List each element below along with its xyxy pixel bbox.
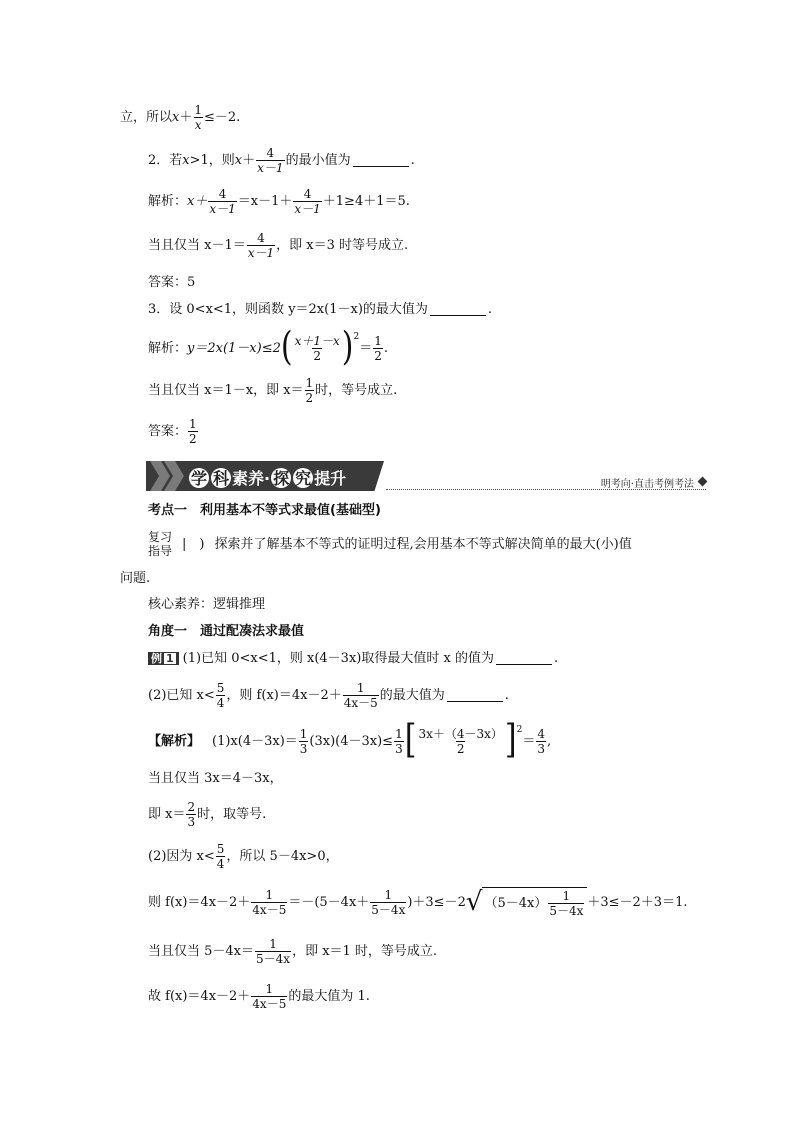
fraction: 1 5－4x xyxy=(371,887,406,917)
example-1 xyxy=(148,652,558,665)
text: x xyxy=(182,153,190,168)
text: ，即 x＝3 时等号成立. xyxy=(276,238,409,253)
text: (3x)(4－3x)≤ xyxy=(309,733,394,749)
q3-solution: 解析： y＝2x(1－x)≤2 ( x＋1－x 2 ) $^2$ ＝ 1 2 . xyxy=(148,324,389,371)
fraction: 4 x－1 xyxy=(209,187,236,216)
text: ＋ xyxy=(179,110,193,125)
text: ≤－2. xyxy=(204,110,241,125)
fraction: x＋1－x 2 xyxy=(294,333,340,363)
solution-1: 【解析】 (1)x(4－3x)＝ 1 3 (3x)(4－3x)≤ $\frac{1}{3}$ [ 3x＋（4－3x） 2 ] $^2$ ＝ 4 3 , xyxy=(148,717,552,764)
text: 即 x＝ xyxy=(148,807,186,822)
solution-2b xyxy=(148,887,687,917)
text: 则 f(x)＝4x－2＋ xyxy=(148,894,251,910)
fraction: 1 3 xyxy=(299,726,308,756)
exponent: 2 xyxy=(353,332,360,342)
text: (1)x(4－3x)＝ xyxy=(212,733,298,749)
text: 的最大值为 xyxy=(379,688,445,703)
fraction: 1 4x－5 xyxy=(343,681,378,710)
text: )＋3≤－2 xyxy=(407,894,466,910)
circled-char: 探 xyxy=(273,469,290,488)
banner-title xyxy=(188,466,346,489)
fraction: 1 5－4x xyxy=(549,889,584,918)
fraction: 2 3 xyxy=(187,800,196,829)
angle-heading: 角度一 通过配凑法求最值 xyxy=(148,624,305,639)
text: (1)已知 0<x<1，则 x(4－3x)取得最大值时 x 的值为 xyxy=(182,651,494,666)
fraction: 5 4 xyxy=(216,681,225,710)
text: ＋3≤－2＋3＝1. xyxy=(587,894,688,910)
text: 故 f(x)＝4x－2＋ xyxy=(148,989,251,1004)
fraction: 4 3 xyxy=(537,726,545,756)
text: x xyxy=(172,110,180,125)
text: . xyxy=(383,340,389,356)
kaodian-heading: 考点一 利用基本不等式求最值(基础型) xyxy=(148,503,381,518)
text: 立，所以 xyxy=(120,110,173,125)
text: ＝ xyxy=(522,733,536,749)
fraction: 1 2 xyxy=(305,376,314,405)
text: 当且仅当 5－4x＝ xyxy=(148,944,255,959)
example-tag: 例 1 xyxy=(148,652,179,665)
fraction: 1 5－4x xyxy=(256,937,291,966)
banner-subtitle: 明考向·直击考例考法 xyxy=(600,479,694,490)
text: ＝x－1＋ xyxy=(237,194,293,209)
solution-2c xyxy=(148,938,437,965)
question-2 xyxy=(148,147,415,174)
text: ＋1≥4＋1＝5. xyxy=(322,194,410,209)
answer-blank[interactable] xyxy=(353,154,409,167)
text: ＋ xyxy=(242,153,256,168)
review-guide-cont: 问题. xyxy=(120,571,151,586)
answer-blank[interactable] xyxy=(496,652,552,665)
circled-char: 学 xyxy=(190,469,207,488)
q2-answer: 答案：5 xyxy=(148,275,196,290)
circled-char: 科 xyxy=(212,469,229,488)
solution-1b: 当且仅当 3x＝4－3x， xyxy=(148,771,283,786)
fraction: 4 x－1 xyxy=(294,187,321,216)
label: 解析： xyxy=(148,340,188,356)
text: ，即 x＝1 时，等号成立. xyxy=(292,944,438,959)
text: . xyxy=(504,688,509,703)
q3-equality xyxy=(148,377,397,404)
text: 的最大值为 1. xyxy=(288,989,370,1004)
text: (2)已知 x< xyxy=(148,688,215,703)
fraction: $\frac{1}{3}$ xyxy=(395,726,403,756)
text: 的最小值为 xyxy=(285,153,351,168)
text: 时，等号成立. xyxy=(315,383,398,398)
text: x＋ xyxy=(187,194,208,209)
q3-answer xyxy=(148,418,199,445)
text: 2．若 xyxy=(148,153,183,168)
solution-2 xyxy=(148,843,339,870)
label: 解析： xyxy=(148,194,188,209)
text: 3．设 0<x<1，则函数 y＝2x(1－x)的最大值为 xyxy=(148,302,428,317)
answer-blank[interactable] xyxy=(430,303,486,316)
text: ＝－(5－4x＋ xyxy=(288,894,370,910)
text: , xyxy=(547,733,552,749)
text: y＝2x(1－x)≤2 xyxy=(187,340,281,356)
label: 答案： xyxy=(148,424,188,439)
text: >1，则 xyxy=(189,153,235,168)
q2-equality xyxy=(148,232,408,259)
fraction: 4 x－1 xyxy=(247,231,275,260)
core-literacy: 核心素养：逻辑推理 xyxy=(148,597,266,612)
text: 当且仅当 x＝1－x，即 x＝ xyxy=(148,383,304,398)
line-1 xyxy=(120,104,240,131)
text: 当且仅当 x－1＝ xyxy=(148,238,246,253)
review-guide: 复习 指导 | ) 探索并了解基本不等式的证明过程,会用基本不等式解决简单的最大(小)值 xyxy=(148,530,632,559)
fraction: 3x＋（4－3x） 2 xyxy=(418,726,503,756)
fraction: 1 2 xyxy=(189,417,197,446)
text: （5－4x） xyxy=(484,896,548,911)
text: . xyxy=(410,153,415,168)
text: . xyxy=(553,651,559,666)
square-root: √ （5－4x） 1 5－4x xyxy=(466,887,588,917)
review-label: 复习 指导 xyxy=(148,530,173,559)
section-banner xyxy=(146,461,706,491)
q2-solution xyxy=(148,188,410,215)
text: (2)因为 x< xyxy=(148,849,215,864)
text: 提升 xyxy=(314,469,347,488)
label: 【解析】 xyxy=(148,733,201,749)
exponent: 2 xyxy=(516,725,523,735)
fraction: 1 2 xyxy=(374,333,382,363)
text: 时，取等号. xyxy=(197,807,267,822)
diamond-icon xyxy=(698,477,708,487)
text: . xyxy=(487,302,493,317)
text: x xyxy=(234,153,243,168)
fraction: 5 4 xyxy=(216,842,225,871)
fraction: 4 x－1 xyxy=(257,146,284,175)
solution-1c xyxy=(148,801,266,828)
example-1b xyxy=(148,682,509,709)
text: 探索并了解基本不等式的证明过程,会用基本不等式解决简单的最大(小)值 xyxy=(214,536,632,552)
fraction: 1 4x－5 xyxy=(252,887,287,917)
solution-2d xyxy=(148,983,370,1010)
fraction: 1 4x－5 xyxy=(252,982,287,1011)
circled-char: 究 xyxy=(295,469,312,488)
fraction: $\frac{1}{x}$ xyxy=(194,103,203,132)
text: ，所以 5－4x>0， xyxy=(226,849,339,864)
text: 素养· xyxy=(232,469,271,488)
question-3 xyxy=(148,303,492,316)
answer-blank[interactable] xyxy=(447,689,503,702)
text: ＝ xyxy=(359,340,373,356)
text: ，则 f(x)＝4x－2＋ xyxy=(226,688,342,703)
